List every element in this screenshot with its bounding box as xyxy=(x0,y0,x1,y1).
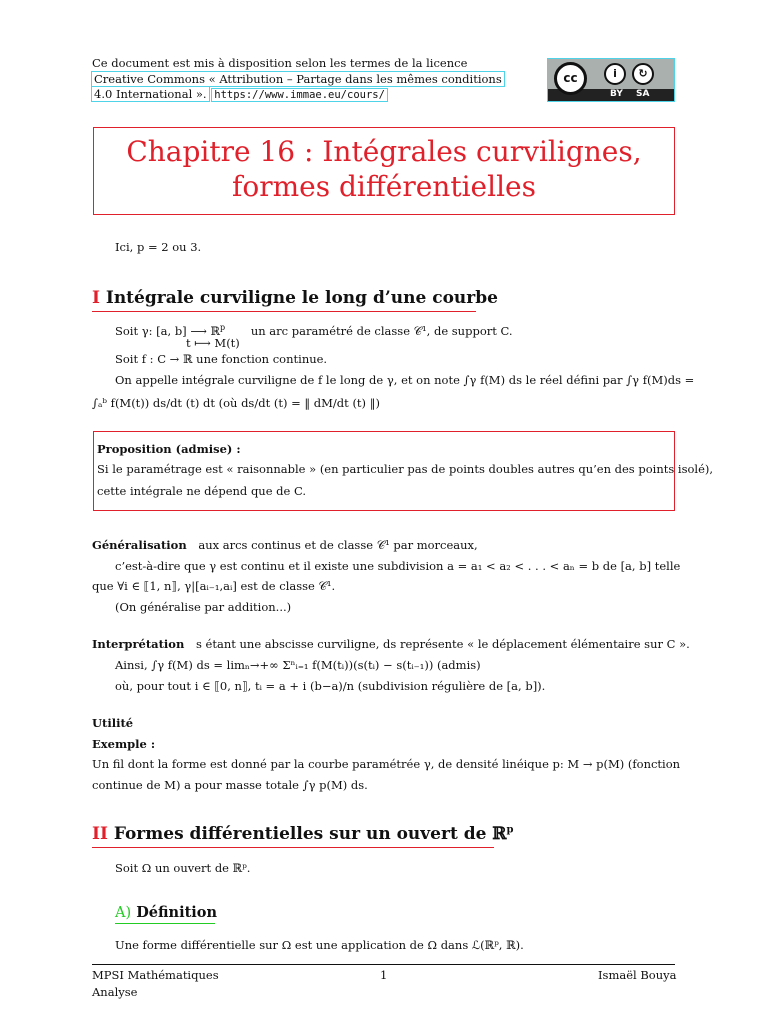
footer-course: MPSI Mathématiques xyxy=(92,968,219,982)
interpretation-line-3: où, pour tout i ∈ ⟦0, n⟧, tᵢ = a + i (b−a)/n (subdivision régulière de [a, b]). xyxy=(115,679,546,693)
badge-sa-label: SA xyxy=(636,89,650,99)
page-number: 1 xyxy=(380,968,388,982)
subsection-a-line-1: Une forme différentielle sur Ω est une application de Ω dans ℒ(ℝᵖ, ℝ). xyxy=(115,938,524,952)
chapter-title-line-1: Chapitre 16 : Intégrales curvilignes, xyxy=(126,135,642,168)
intro-text: Ici, p = 2 ou 3. xyxy=(115,240,202,254)
footer-rule xyxy=(92,964,675,965)
license-line-1: Ce document est mis à disposition selon les termes de la licence xyxy=(92,56,468,70)
footer-subject: Analyse xyxy=(92,985,138,999)
section-2-title: Formes différentielles sur un ouvert de ℝ xyxy=(113,824,507,844)
section-2-number: II xyxy=(92,824,108,844)
generalisation-line-1: Généralisation aux arcs continus et de classe 𝒞¹ par morceaux, xyxy=(92,538,478,552)
utilite-label: Utilité xyxy=(92,716,134,730)
cc-by-sa-badge[interactable] xyxy=(547,58,675,102)
interpretation-line-2: Ainsi, ∫γ f(M) ds = limₙ→+∞ Σⁿᵢ₌₁ f(M(tᵢ))(s(tᵢ) − s(tᵢ₋₁)) (admis) xyxy=(115,658,481,672)
definition-line-2: ∫ₐᵇ f(M(t)) ds/dt (t) dt (où ds/dt (t) = ‖ dM/dt (t) ‖) xyxy=(92,396,380,410)
subsection-a-title: Définition xyxy=(136,904,218,921)
subsection-a-number: A) xyxy=(115,905,132,921)
chapter-title-line-2: formes différentielles xyxy=(232,170,536,203)
cc-icon: cc xyxy=(554,62,587,95)
license-notice xyxy=(92,56,502,104)
soit-gamma-map: t ⟼ M(t) xyxy=(186,336,240,350)
generalisation-line-2: c’est-à-dire que γ est continu et il existe une subdivision a = a₁ < a₂ < . . . < aₙ = b de [a, b] telle xyxy=(115,559,681,573)
course-url-link[interactable]: https://www.immae.eu/cours/ xyxy=(214,89,385,101)
proposition-title: Proposition (admise) : xyxy=(97,442,241,456)
subsection-a-heading xyxy=(115,904,217,921)
example-line-2: continue de M) a pour masse totale ∫γ p(M) ds. xyxy=(92,778,368,792)
proposition-line-2: cette intégrale ne dépend que de C. xyxy=(97,484,307,498)
generalisation-line-3: que ∀i ∈ ⟦1, n⟧, γ|[aᵢ₋₁,aᵢ] est de classe 𝒞¹. xyxy=(92,579,336,593)
section-1-number: I xyxy=(92,288,100,308)
section-1-heading xyxy=(92,288,498,308)
soit-gamma-line: Soit γ: [a, b] ⟶ ℝ$^p$ un arc paramétré de classe 𝒞¹, de support C. xyxy=(115,323,513,338)
section-2-heading: II Formes différentielles sur un ouvert de ℝ$^p$ xyxy=(92,824,514,844)
share-alike-icon: ↻ xyxy=(632,63,654,85)
soit-f-line: Soit f : C → ℝ une fonction continue. xyxy=(115,352,328,366)
license-link-cont[interactable]: 4.0 International ». xyxy=(94,87,207,101)
section-2-line-1: Soit Ω un ouvert de ℝᵖ. xyxy=(115,861,251,875)
example-line-1: Un fil dont la forme est donné par la courbe paramétrée γ, de densité linéique p: M → p(M) (fonction xyxy=(92,757,681,771)
license-link[interactable]: Creative Commons « Attribution – Partage dans les mêmes conditions xyxy=(94,71,502,86)
proposition-line-1: Si le paramétrage est « raisonnable » (en particulier pas de points doubles autres qu’en des points isolé), xyxy=(97,462,714,476)
footer-author: Ismaël Bouya xyxy=(598,968,677,982)
badge-by-label: BY xyxy=(610,89,623,99)
chapter-title xyxy=(93,127,675,215)
definition-line-1: On appelle intégrale curviligne de f le long de γ, et on note ∫γ f(M) ds le réel défini par ∫γ f(M)ds = xyxy=(115,373,695,387)
example-label: Exemple : xyxy=(92,737,156,751)
attribution-icon: i xyxy=(604,63,626,85)
interpretation-line-1: Interprétation s étant une abscisse curviligne, ds représente « le déplacement élémentaire sur C ». xyxy=(92,637,690,651)
section-1-title: Intégrale curviligne le long d’une courbe xyxy=(105,288,498,308)
generalisation-line-4: (On généralise par addition...) xyxy=(115,600,292,614)
